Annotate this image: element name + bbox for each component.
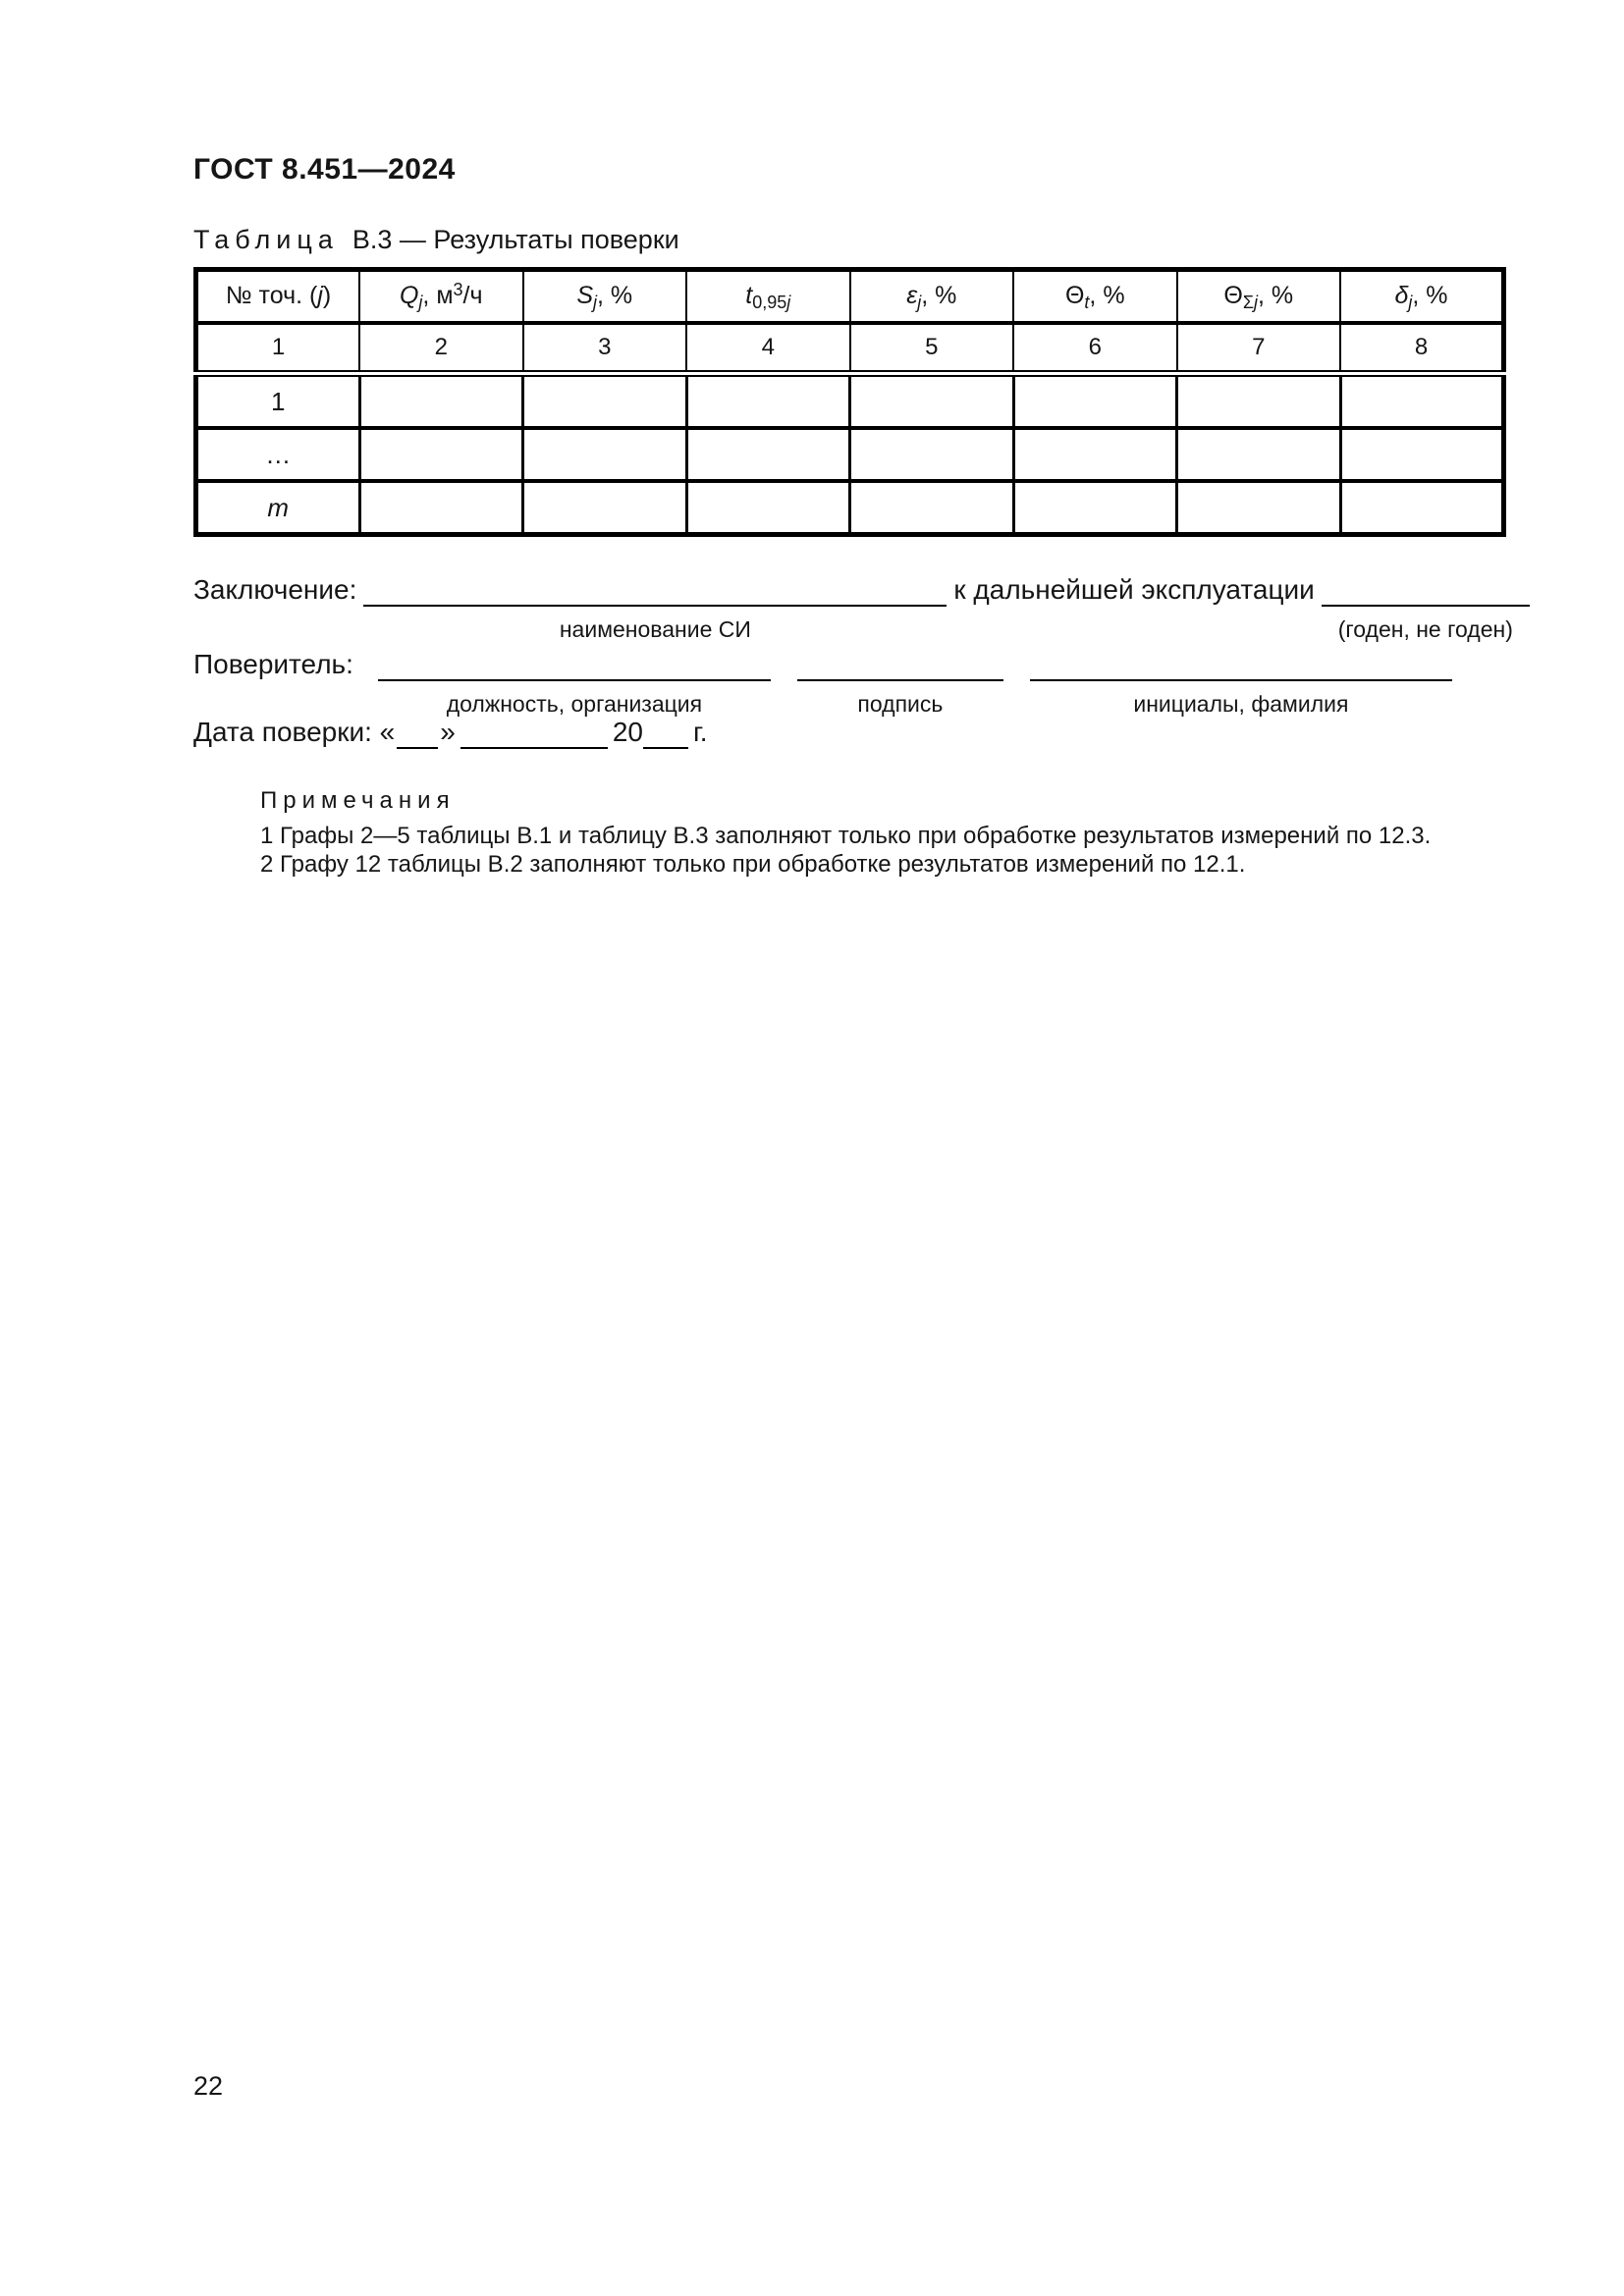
blank-initials-surname	[1030, 646, 1452, 717]
blank-signature	[797, 646, 1003, 717]
col-header-epsilon: $\varepsilon_j$, %	[850, 270, 1014, 324]
empty-cell	[686, 481, 850, 535]
standard-designation: ГОСТ 8.451—2024	[193, 153, 456, 186]
blank-instrument-name	[363, 571, 947, 642]
col-header-t095: $t_{0,95j}$	[686, 270, 850, 324]
blank-day	[397, 714, 438, 749]
empty-cell	[1013, 428, 1177, 481]
empty-cell	[359, 374, 523, 429]
conclusion-row	[193, 571, 1513, 642]
column-number: 2	[359, 323, 523, 374]
note-item: 2 Графу 12 таблицы В.2 заполняют только при обработке результатов измерений по 12.1.	[260, 851, 1246, 878]
table-caption	[193, 225, 679, 255]
header-row	[196, 270, 1504, 324]
empty-cell	[850, 428, 1014, 481]
row-label: 1	[196, 374, 360, 429]
row-label: m	[196, 481, 360, 535]
column-number: 8	[1340, 323, 1504, 374]
empty-cell	[686, 374, 850, 429]
empty-cell	[359, 481, 523, 535]
page-number: 22	[193, 2071, 224, 2101]
open-quote: «	[379, 717, 396, 747]
column-number: 1	[196, 323, 360, 374]
empty-cell	[523, 428, 687, 481]
year-prefix: 20	[612, 717, 643, 747]
caption-initials-surname: инициалы, фамилия	[1133, 691, 1349, 717]
notes-title: Примечания	[260, 787, 456, 814]
empty-cell	[523, 374, 687, 429]
column-number: 4	[686, 323, 850, 374]
column-numbers-row	[196, 323, 1504, 374]
row-label: …	[196, 428, 360, 481]
empty-cell	[523, 481, 687, 535]
table-caption-word: Таблица	[193, 225, 339, 254]
empty-cell	[1340, 428, 1504, 481]
column-number: 3	[523, 323, 687, 374]
empty-cell	[1177, 428, 1341, 481]
results-table	[193, 267, 1506, 537]
verification-date-row	[193, 714, 1506, 749]
table-row	[196, 428, 1504, 481]
conclusion-middle-text: к дальнейшей эксплуатации	[953, 574, 1315, 605]
note-item: 1 Графы 2—5 таблицы В.1 и таблицу В.3 заполняют только при обработке результатов измерений по 12.3.	[260, 823, 1432, 849]
table-row	[196, 481, 1504, 535]
column-number: 5	[850, 323, 1014, 374]
table-caption-text: В.3 — Результаты поверки	[352, 225, 679, 254]
col-header-point-number: № точ. (j)	[196, 270, 360, 324]
col-header-theta-t: $\Theta_t$, %	[1013, 270, 1177, 324]
column-number: 6	[1013, 323, 1177, 374]
verifier-row	[193, 646, 1506, 717]
empty-cell	[1340, 481, 1504, 535]
blank-position-organization	[378, 646, 771, 717]
col-header-delta: $\delta_j$, %	[1340, 270, 1504, 324]
empty-cell	[850, 374, 1014, 429]
verifier-label: Поверитель:	[193, 649, 353, 679]
date-suffix: г.	[692, 717, 708, 747]
empty-cell	[359, 428, 523, 481]
date-label: Дата поверки:	[193, 717, 372, 747]
blank-fit-unfit	[1322, 571, 1530, 642]
empty-cell	[1013, 374, 1177, 429]
blank-month	[460, 714, 608, 749]
notes-block	[260, 786, 1517, 879]
caption-signature: подпись	[857, 691, 944, 717]
empty-cell	[1340, 374, 1504, 429]
empty-cell	[1013, 481, 1177, 535]
empty-cell	[1177, 374, 1341, 429]
col-header-s: $S_j$, %	[523, 270, 687, 324]
empty-cell	[1177, 481, 1341, 535]
empty-cell	[686, 428, 850, 481]
conclusion-label: Заключение:	[193, 574, 357, 605]
col-header-theta-sigma: $\Theta_{\Sigma j}$, %	[1177, 270, 1341, 324]
col-header-flow-rate: $Q_j$, $м^3/ч$	[359, 270, 523, 324]
caption-instrument-name: наименование СИ	[559, 616, 751, 642]
caption-fit-unfit: (годен, не годен)	[1337, 616, 1513, 642]
close-quote: »	[440, 717, 456, 747]
caption-position-organization: должность, организация	[446, 691, 703, 717]
column-number: 7	[1177, 323, 1341, 374]
empty-cell	[850, 481, 1014, 535]
blank-year	[643, 714, 688, 749]
table-row	[196, 374, 1504, 429]
